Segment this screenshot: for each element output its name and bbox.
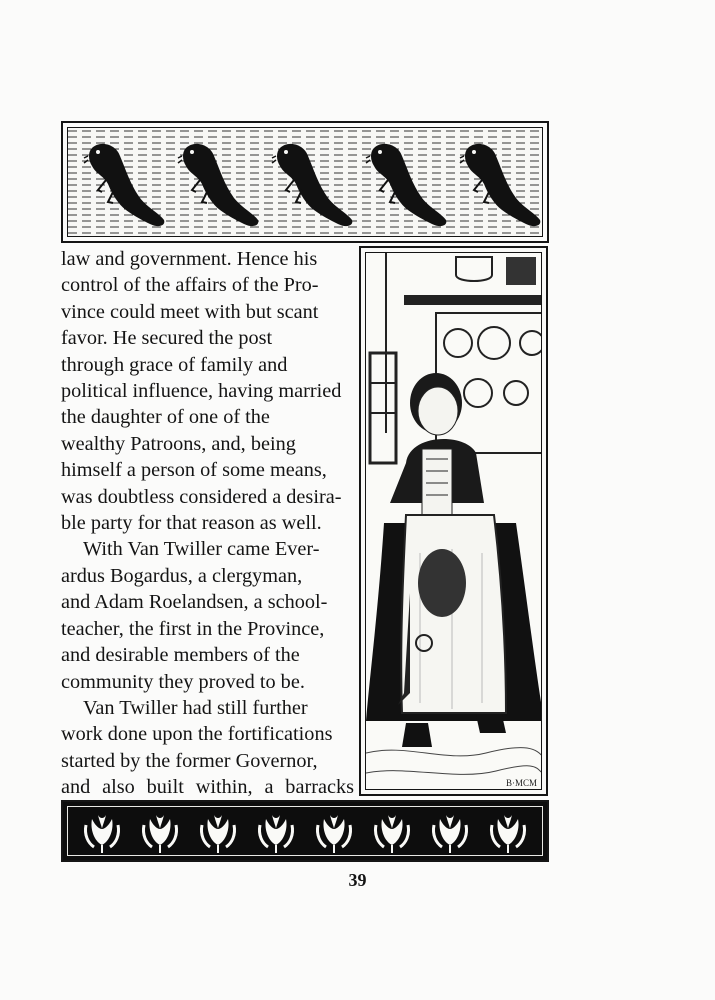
text-line: and Adam Roelandsen, a school- bbox=[61, 591, 328, 614]
purse-icon bbox=[418, 549, 466, 617]
tulip-icon bbox=[85, 815, 118, 853]
body-text bbox=[61, 246, 354, 801]
text-line: teacher, the first in the Province, bbox=[61, 617, 325, 640]
tulip-icon bbox=[433, 815, 466, 853]
shoe-icon bbox=[476, 715, 506, 733]
tulip-icon bbox=[491, 815, 524, 853]
text-line: through grace of family and bbox=[61, 353, 288, 376]
text-line: law and government. Hence his bbox=[61, 248, 318, 270]
text-line: ardus Bogardus, a clergyman, bbox=[61, 564, 303, 587]
text-line: control of the affairs of the Pro- bbox=[61, 274, 319, 297]
beaver-frieze-art bbox=[68, 128, 544, 238]
text-line: and also built within, a barracks bbox=[61, 776, 354, 799]
text-line: With Van Twiller came Ever- bbox=[83, 538, 320, 561]
tulip-frieze bbox=[67, 806, 543, 856]
page-number: 39 bbox=[348, 870, 367, 890]
illustration-frame bbox=[359, 246, 548, 796]
text-line: community they proved to be. bbox=[61, 670, 305, 693]
tulip-icon bbox=[259, 815, 292, 853]
beaver-frieze-border bbox=[61, 121, 549, 243]
illustration-panel bbox=[365, 252, 542, 790]
jar-icon bbox=[506, 257, 536, 285]
illustrator-signature: B·MCM bbox=[506, 778, 538, 788]
text-line: was doubtless considered a desira- bbox=[61, 485, 342, 508]
dutch-woman-illustration bbox=[366, 253, 542, 790]
text-line: favor. He secured the post bbox=[61, 327, 273, 350]
tulip-icon bbox=[201, 815, 234, 853]
beaver-frieze bbox=[67, 127, 543, 237]
text-line: work done upon the fortifications bbox=[61, 723, 333, 746]
text-line: the daughter of one of the bbox=[61, 406, 270, 429]
text-line: ble party for that reason as well. bbox=[61, 512, 322, 535]
text-line: vince could meet with but scant bbox=[61, 300, 319, 323]
text-line: and desirable members of the bbox=[61, 644, 300, 667]
text-line: political influence, having married bbox=[61, 380, 342, 403]
tulip-frieze-art bbox=[68, 807, 544, 857]
tulip-frieze-border bbox=[61, 800, 549, 862]
shoe-icon bbox=[402, 723, 432, 747]
text-line: himself a person of some means, bbox=[61, 459, 327, 482]
tulip-icon bbox=[143, 815, 176, 853]
text-line: started by the former Governor, bbox=[61, 749, 318, 772]
tulip-icon bbox=[317, 815, 350, 853]
text-line: wealthy Patroons, and, being bbox=[61, 432, 296, 455]
text-line: Van Twiller had still further bbox=[83, 696, 308, 719]
tulip-icon bbox=[375, 815, 408, 853]
